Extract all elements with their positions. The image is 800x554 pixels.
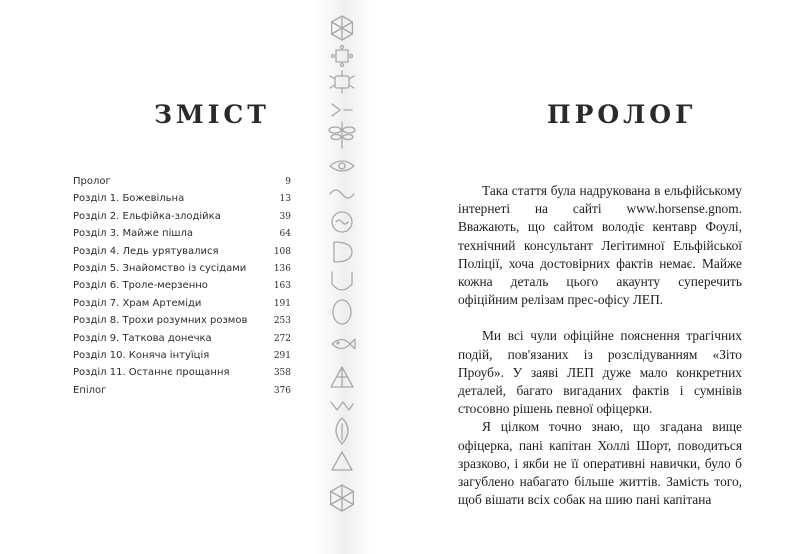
toc-page-number: 253 <box>273 316 291 327</box>
prologue-paragraph: Така стаття була надрукована в ельфійському інтернеті на сайті www.horsense.gnom. Вважають, що сайтом володіє кентавр Фоулі, технічний консультант Легітимної Ельфійської Поліції, хоча достовірних фактів немає. Майже кожна деталь цього акаунту суперечить офіційним релізам прес-офісу ЛЕП. <box>458 183 742 308</box>
toc-entry-title: Розділ 11. Останнє прощання <box>73 367 230 379</box>
toc-entry[interactable] <box>73 333 291 350</box>
gnommish-symbols-icon <box>322 10 362 530</box>
toc-entry-title: Епілог <box>73 384 107 396</box>
toc-entry-title: Розділ 5. Знайомство із сусідами <box>73 262 247 274</box>
contents-heading: ЗМІСТ <box>154 100 270 129</box>
toc-entry-title: Розділ 6. Троле-мерзенно <box>73 280 208 292</box>
toc-page-number: 13 <box>279 194 291 205</box>
toc-entry[interactable] <box>73 176 291 193</box>
toc-entry[interactable] <box>73 315 291 332</box>
toc-entry[interactable] <box>73 350 291 367</box>
toc-page-number: 191 <box>273 298 291 309</box>
toc-entry-title: Розділ 8. Трохи розумних розмов <box>73 315 248 327</box>
toc-entry-title: Розділ 10. Коняча інтуїція <box>73 349 210 361</box>
toc-entry[interactable] <box>73 211 291 228</box>
table-of-contents <box>73 176 291 402</box>
prologue-text <box>458 182 742 509</box>
toc-page-number: 358 <box>273 368 291 379</box>
toc-entry[interactable] <box>73 298 291 315</box>
toc-entry-title: Пролог <box>73 176 111 187</box>
toc-entry-title: Розділ 7. Храм Артеміди <box>73 297 202 309</box>
toc-entry[interactable] <box>73 263 291 280</box>
prologue-paragraph: Я цілком точно знаю, що згадана вище офіцерка, пані капітан Холлі Шорт, поводиться зразково, і якби не її оперативні навички, було б загублено набагато більше життів. Замість того, щоб вішати всіх собак на шию пані капітана <box>458 419 742 508</box>
toc-entry[interactable] <box>73 246 291 263</box>
toc-entry-title: Розділ 1. Божевільна <box>73 193 185 205</box>
toc-entry[interactable] <box>73 367 291 384</box>
toc-entry[interactable] <box>73 193 291 210</box>
toc-entry[interactable] <box>73 385 291 402</box>
toc-page-number: 163 <box>273 281 291 292</box>
prologue-paragraph: Ми всі чули офіційне пояснення трагічних подій, пов'язаних із розслідуванням «Зіто Проуб». У заяві ЛЕП дуже мало конкретних деталей, багато вигаданих фактів і сумнівів стосовно рішень певної офіцерки. <box>458 328 742 417</box>
toc-page-number: 272 <box>273 333 291 344</box>
toc-page-number: 136 <box>273 263 291 274</box>
toc-entry[interactable] <box>73 280 291 297</box>
toc-entry-title: Розділ 4. Ледь урятувалися <box>73 245 219 257</box>
toc-entry[interactable] <box>73 228 291 245</box>
toc-page-number: 291 <box>273 350 291 361</box>
toc-page-number: 9 <box>285 177 291 187</box>
right-page-prologue <box>400 0 800 554</box>
toc-page-number: 376 <box>273 385 291 396</box>
prologue-heading: ПРОЛОГ <box>547 100 697 129</box>
toc-entry-title: Розділ 9. Таткова донечка <box>73 332 212 344</box>
left-page-contents <box>0 0 318 554</box>
toc-entry-title: Розділ 2. Ельфійка-злодійка <box>73 210 221 222</box>
toc-page-number: 39 <box>279 211 291 222</box>
toc-entry-title: Розділ 3. Майже пішла <box>73 228 194 240</box>
toc-page-number: 64 <box>279 229 291 240</box>
toc-page-number: 108 <box>273 246 291 257</box>
